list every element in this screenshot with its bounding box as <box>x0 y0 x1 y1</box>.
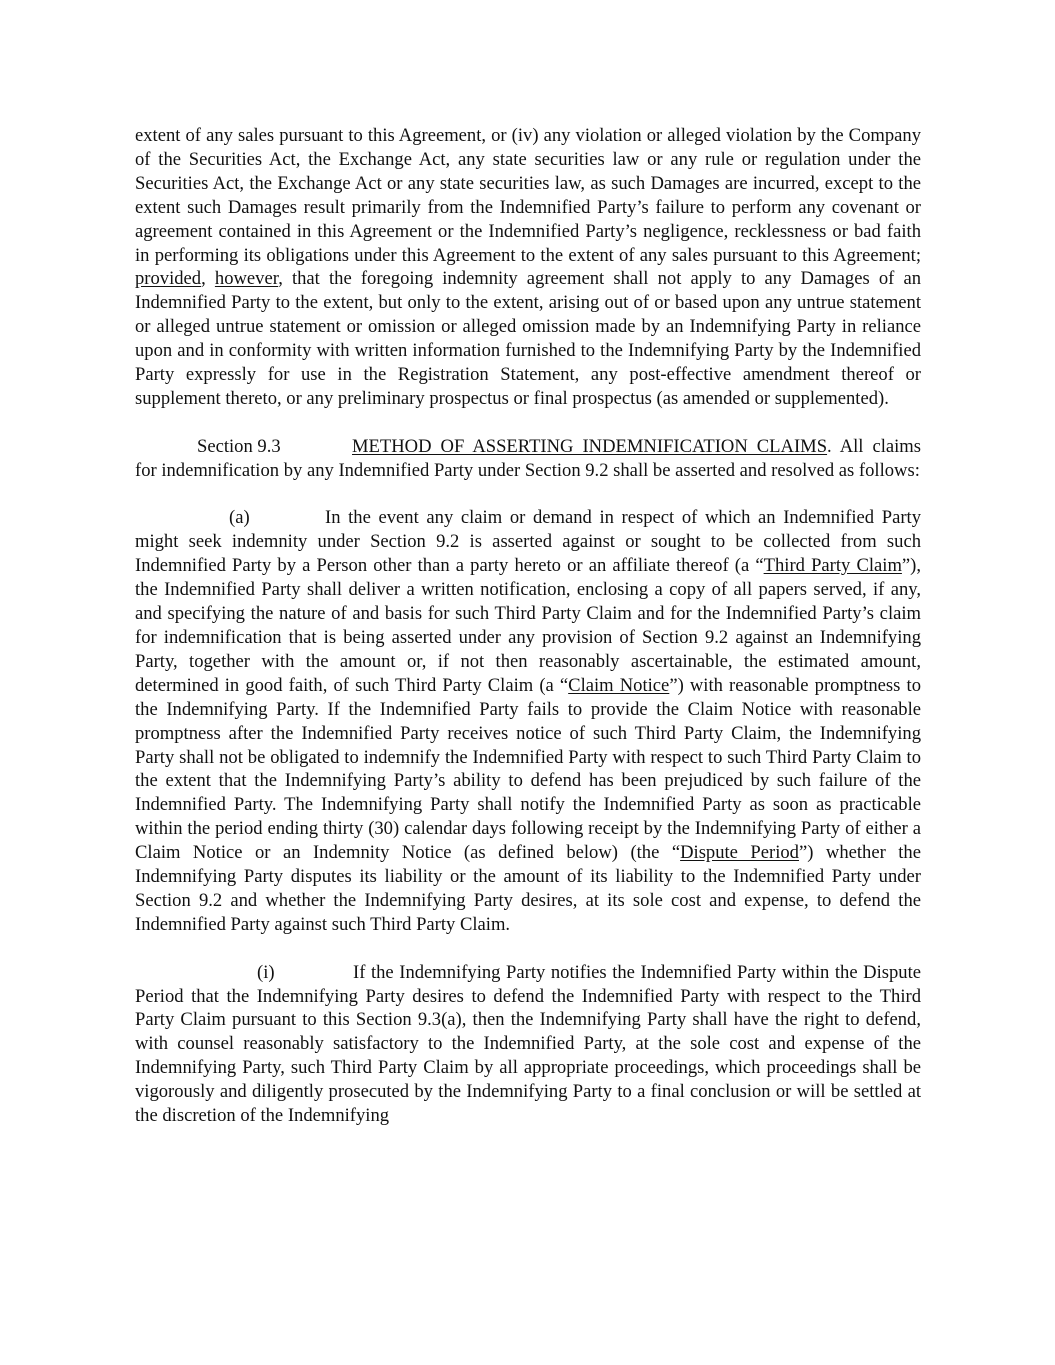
term-claim-notice: Claim Notice <box>568 674 670 696</box>
section-label: Section 9.3 <box>197 435 281 457</box>
paragraph-text: , that the foregoing indemnity agreement shall not apply to any Damages of an Indemnified Party to the extent, but only to the extent, arising out of or based upon any untrue statement or alleged untrue statement or omission or alleged omission made by an Indemnifying Party in reliance upon and in conformity with written information furnished to the Indemnifying Party by the Indemnified Party expressly for use in the Registration Statement, any post-effective amendment thereof or supplement thereto, or any preliminary prospectus or final prospectus (as amended or supplemented). <box>135 268 922 409</box>
subsection-marker: (a) <box>229 507 250 529</box>
subsection-text: ”), the Indemnified Party shall deliver a written notification, enclosing a copy of all papers served, if any, and specifying the nature of and basis for such Third Party Claim and for the Indemnified Party’s claim for indemnification that is being asserted under any provision of Section 9.2 against an Indemnifying Party, together with the amount or, if not then reasonably ascertainable, the estimated amount, determined in good faith, of such Third Party Claim (a “ <box>135 555 921 696</box>
subsection-i-paragraph <box>135 961 921 1128</box>
section-heading: METHOD OF ASSERTING INDEMNIFICATION CLAIMS <box>352 435 828 457</box>
paragraph-indemnity-continuation <box>135 124 921 411</box>
term-provided: provided <box>135 268 202 290</box>
subsection-text: ”) whether the Indemnifying Party disputes its liability or the amount of its liability to the Indemnified Party under Section 9.2 and whether the Indemnifying Party desires, at its sole cost and expense, to defend the Indemnified Party against such Third Party Claim. <box>135 842 921 935</box>
section-text: . All claims for indemnification by any Indemnified Party under Section 9.2 shall be asserted and resolved as follows: <box>135 435 922 481</box>
subsection-text: ”) with reasonable promptness to the Indemnifying Party. If the Indemnified Party fails to provide the Claim Notice with reasonable promptness after the Indemnified Party receives notice of such Third Party Claim, the Indemnifying Party shall not be obligated to indemnify the Indemnified Party with respect to such Third Party Claim to the extent that the Indemnifying Party’s ability to defend has been prejudiced by such failure of the Indemnified Party. The Indemnifying Party shall notify the Indemnified Party as soon as practicable within the period ending thirty (30) calendar days following receipt by the Indemnifying Party of either a Claim Notice or an Indemnity Notice (as defined below) (the “ <box>135 674 921 864</box>
subsection-a-paragraph <box>135 506 921 936</box>
document-page <box>135 124 921 1152</box>
term-however: however <box>214 268 279 290</box>
term-third-party-claim: Third Party Claim <box>763 555 902 577</box>
subsection-marker: (i) <box>257 961 275 983</box>
separator: , <box>201 268 215 290</box>
subsection-text: In the event any claim or demand in respect of which an Indemnified Party might seek indemnity under Section 9.2 is asserted against or sought to be collected from such Indemnified Party by a Person other than a party hereto or an affiliate thereof (a “ <box>135 507 921 577</box>
section-9-3-paragraph <box>135 435 921 483</box>
subsection-text: If the Indemnifying Party notifies the Indemnified Party within the Dispute Period that the Indemnifying Party desires to defend the Indemnified Party with respect to the Third Party Claim pursuant to this Section 9.3(a), then the Indemnifying Party shall have the right to defend, with counsel reasonably satisfactory to the Indemnified Party, at the sole cost and expense of the Indemnifying Party, such Third Party Claim by all appropriate proceedings, which proceedings shall be vigorously and diligently prosecuted by the Indemnifying Party to a final conclusion or will be settled at the discretion of the Indemnifying <box>135 961 921 1127</box>
term-dispute-period: Dispute Period <box>680 842 799 864</box>
paragraph-text: extent of any sales pursuant to this Agreement, or (iv) any violation or alleged violation by the Company of the Securities Act, the Exchange Act, any state securities law or any rule or regulation under the Securities Act, the Exchange Act or any state securities law, as such Damages are incurred, except to the extent such Damages result primarily from the Indemnified Party’s failure to perform any covenant or agreement contained in this Agreement or the Indemnified Party’s negligence, recklessness or bad faith in performing its obligations under this Agreement to the extent of any sales pursuant to this Agreement; <box>135 125 921 266</box>
